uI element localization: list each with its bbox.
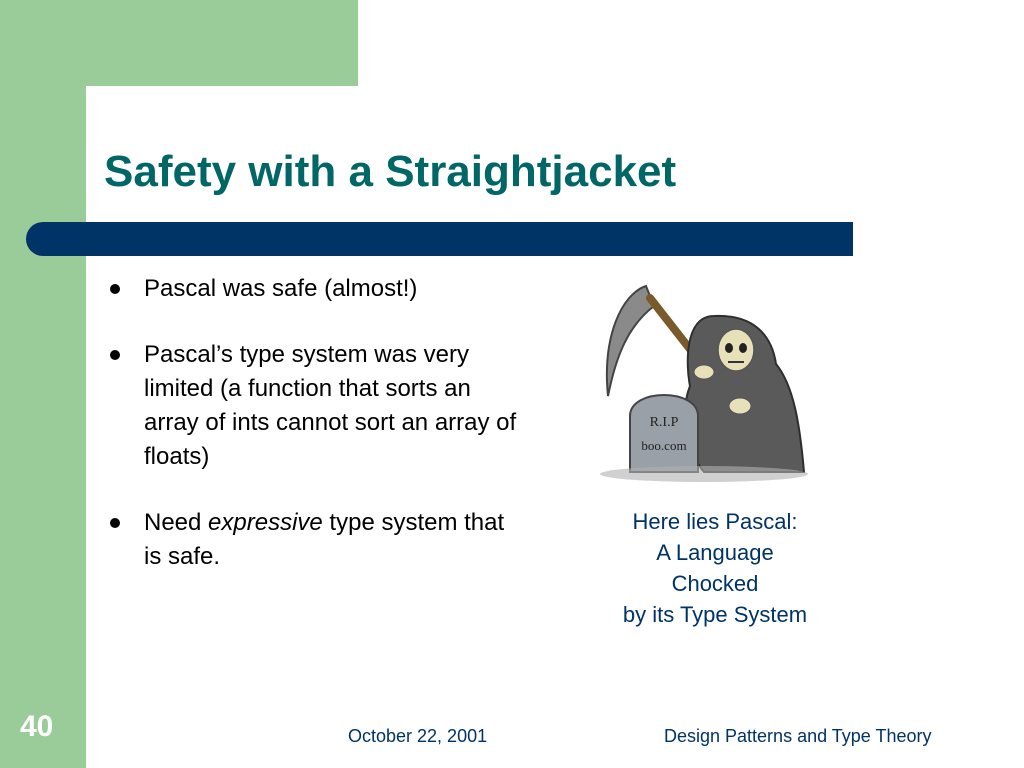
caption-line: by its Type System — [622, 602, 808, 627]
bullet-text-post: type system that is safe. — [144, 509, 505, 570]
image-caption — [590, 506, 840, 630]
bullet-dot — [110, 284, 120, 294]
tombstone-site-text: boo.com — [641, 438, 687, 453]
bullet-dot — [110, 518, 120, 528]
caption-line: Chocked — [671, 571, 759, 596]
footer-date: October 22, 2001 — [348, 726, 488, 746]
slide-number: 40 — [20, 710, 54, 743]
bullet-dot — [110, 350, 120, 360]
bullet-text-emphasis: expressive — [208, 509, 323, 536]
bullet-text: Pascal was safe (almost!) — [144, 275, 418, 302]
bullet-text-pre: Need — [144, 509, 209, 536]
caption-line: Here lies Pascal: — [632, 509, 798, 534]
grim-reaper-icon — [594, 276, 814, 486]
bullet-text: Pascal’s type system was very limited (a function that sorts an array of ints cannot sort an array of floats) — [144, 341, 517, 470]
bullet-list — [104, 272, 524, 606]
bullet-item — [104, 506, 524, 574]
title-underline-bar — [26, 222, 853, 256]
footer-presentation-title: Design Patterns and Type Theory — [664, 726, 932, 746]
bullet-item — [104, 338, 524, 474]
slide-title: Safety with a Straightjacket — [104, 147, 677, 196]
bullet-item — [104, 272, 524, 306]
decor-green-sidebar — [0, 0, 86, 768]
caption-line: A Language — [656, 540, 774, 565]
tombstone-rip-text: R.I.P — [649, 415, 679, 430]
